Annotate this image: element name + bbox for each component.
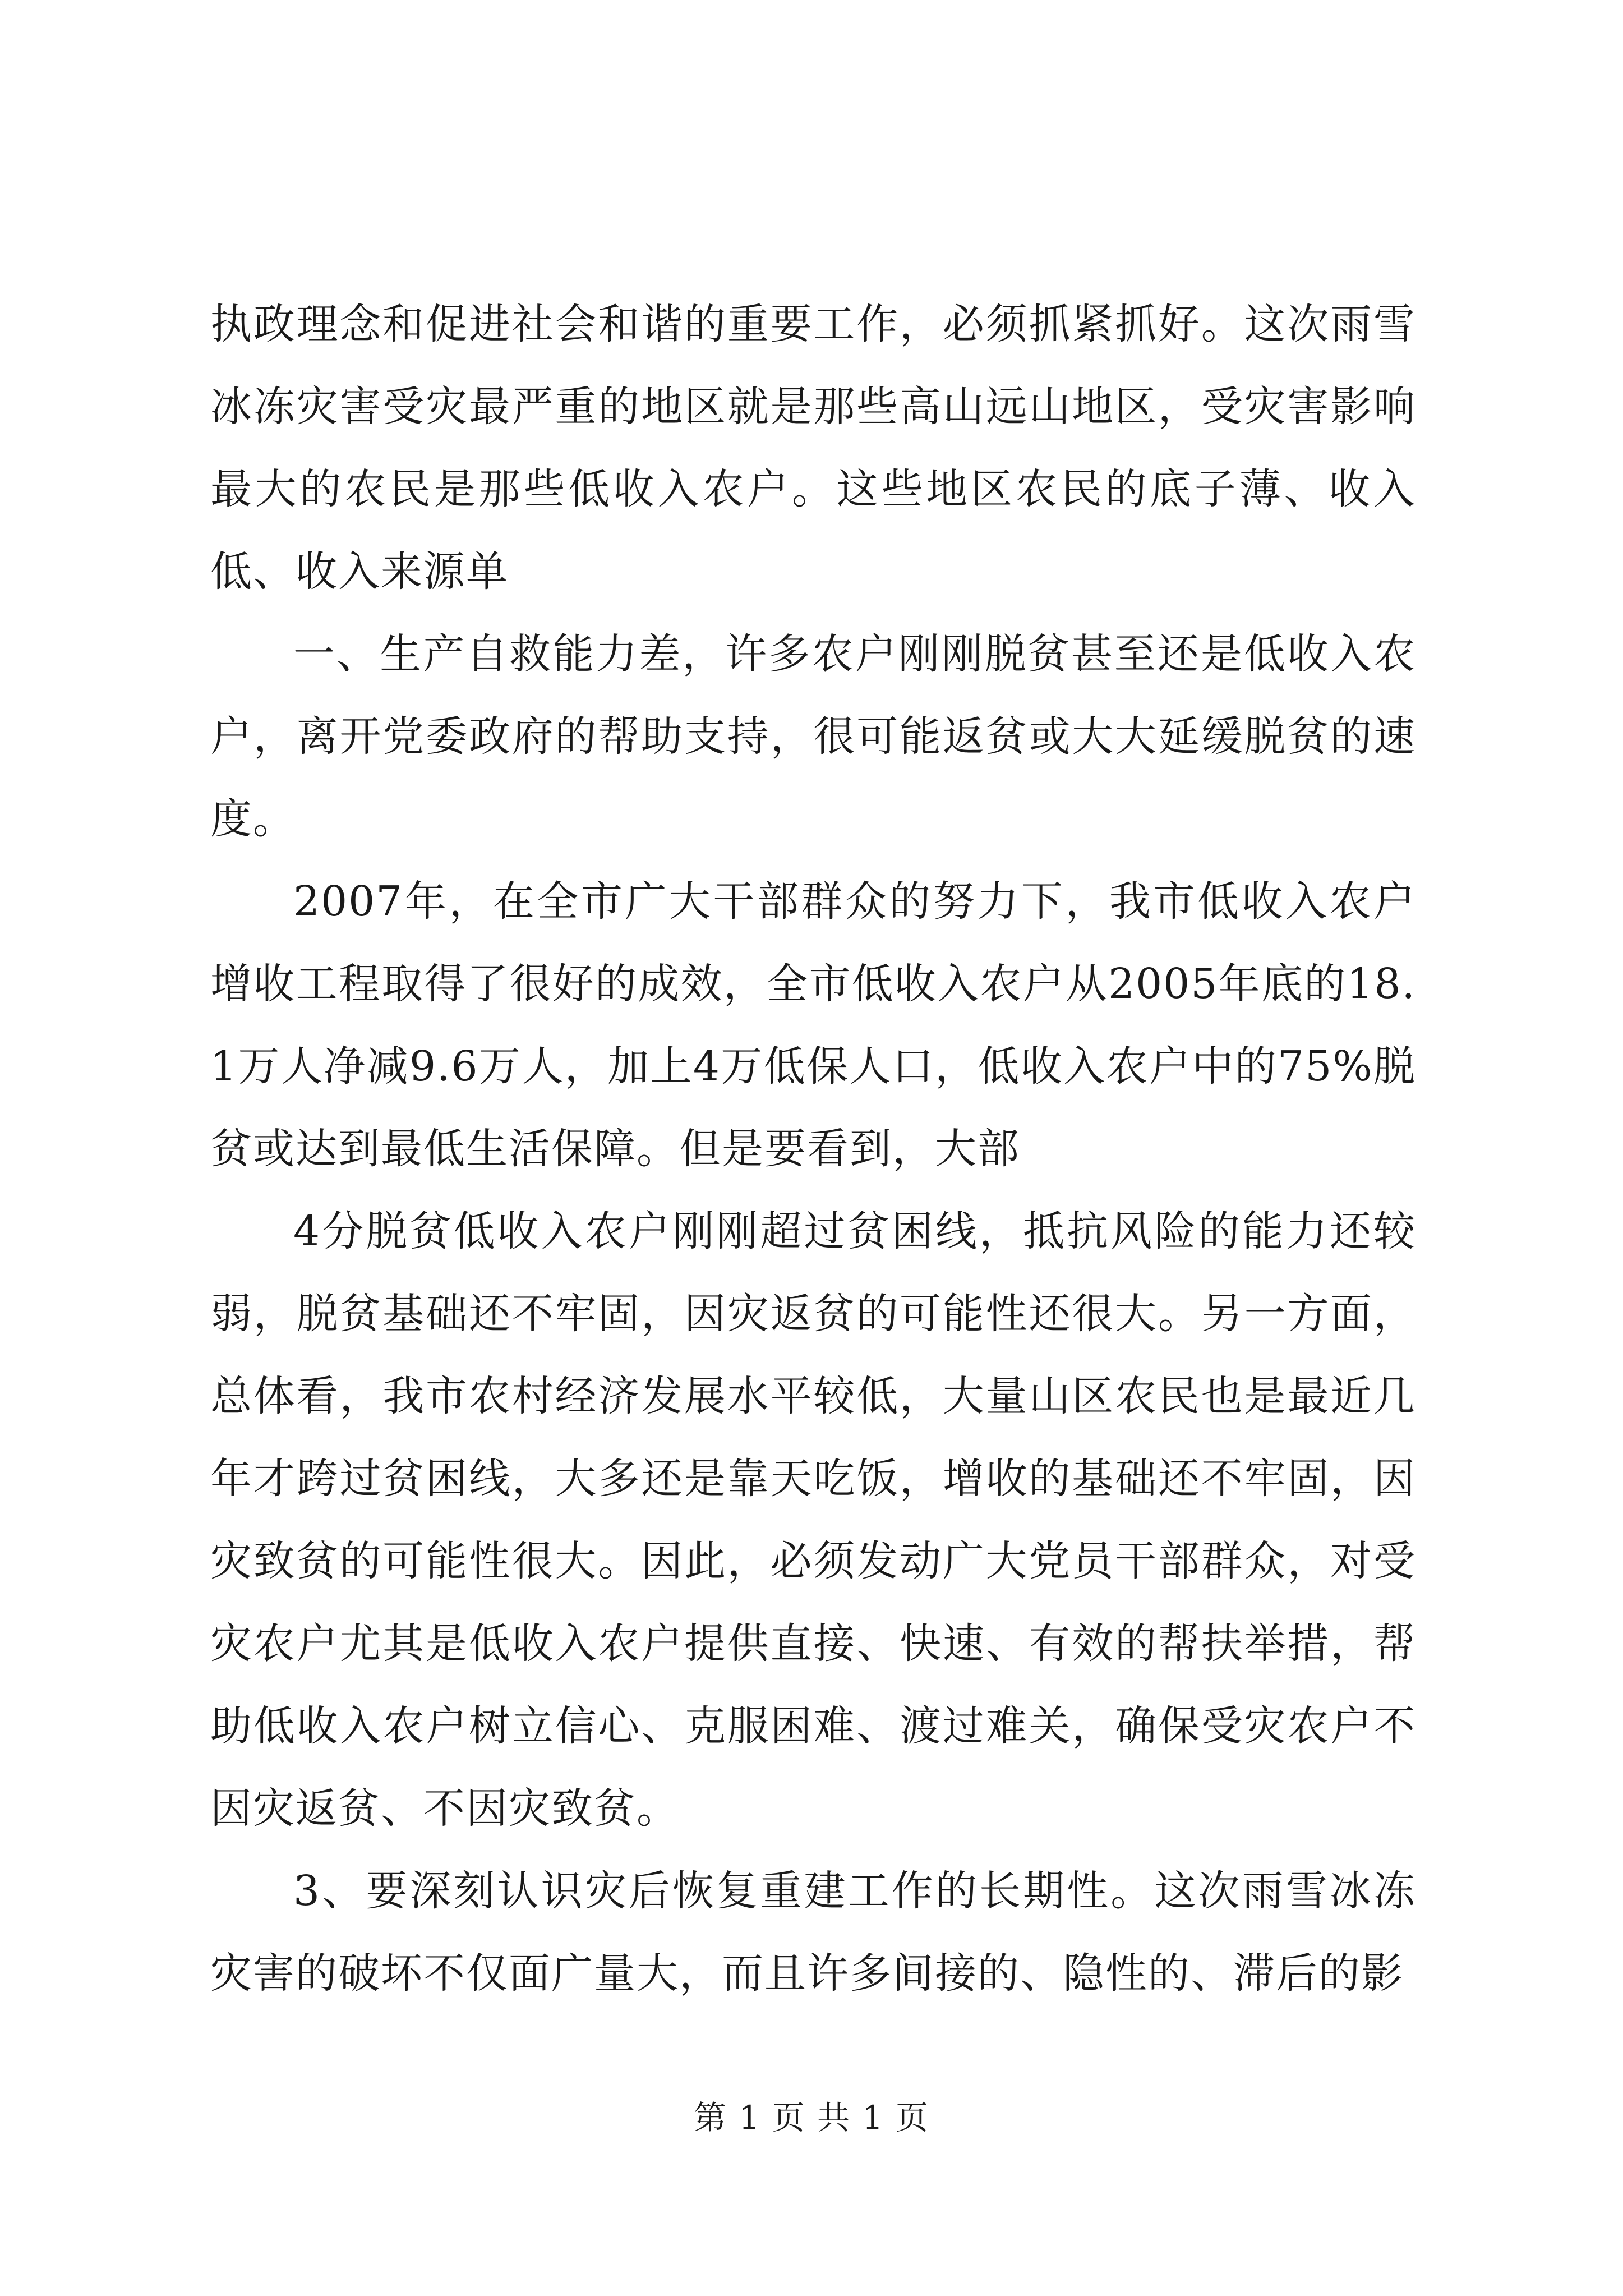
paragraph-4: 4分脱贫低收入农户刚刚超过贫困线，抵抗风险的能力还较弱，脱贫基础还不牢固，因灾返贫的可能性还很大。另一方面，总体看，我市农村经济发展水平较低，大量山区农民也是最近几年才跨过贫困线，大多还是靠天吃饭，增收的基础还不牢固，因灾致贫的可能性很大。因此，必须发动广大党员干部群众，对受灾农户尤其是低收入农户提供直接、快速、有效的帮扶举措，帮助低收入农户树立信心、克服困难、渡过难关，确保受灾农户不因灾返贫、不因灾致贫。 <box>210 1207 1416 1833</box>
body-text <box>210 283 1416 2015</box>
paragraph-3: 2007年，在全市广大干部群众的努力下，我市低收入农户增收工程取得了很好的成效，全市低收入农户从2005年底的18.1万人净减9.6万人，加上4万低保人口，低收入农户中的75%脱贫或达到最低生活保障。但是要看到，大部 <box>210 877 1416 1173</box>
paragraph-1: 执政理念和促进社会和谐的重要工作，必须抓紧抓好。这次雨雪冰冻灾害受灾最严重的地区就是那些高山远山地区，受灾害影响最大的农民是那些低收入农户。这些地区农民的底子薄、收入低、收入来源单 <box>210 300 1416 596</box>
page-footer: 第 1 页 共 1 页 <box>694 2099 929 2137</box>
paragraph-2: 一、生产自救能力差，许多农户刚刚脱贫甚至还是低收入农户，离开党委政府的帮助支持，很可能返贫或大大延缓脱贫的速度。 <box>210 630 1416 843</box>
paragraph-5: 3、要深刻认识灾后恢复重建工作的长期性。这次雨雪冰冻灾害的破坏不仅面广量大，而且许多间接的、隐性的、滞后的影 <box>210 1867 1416 1998</box>
